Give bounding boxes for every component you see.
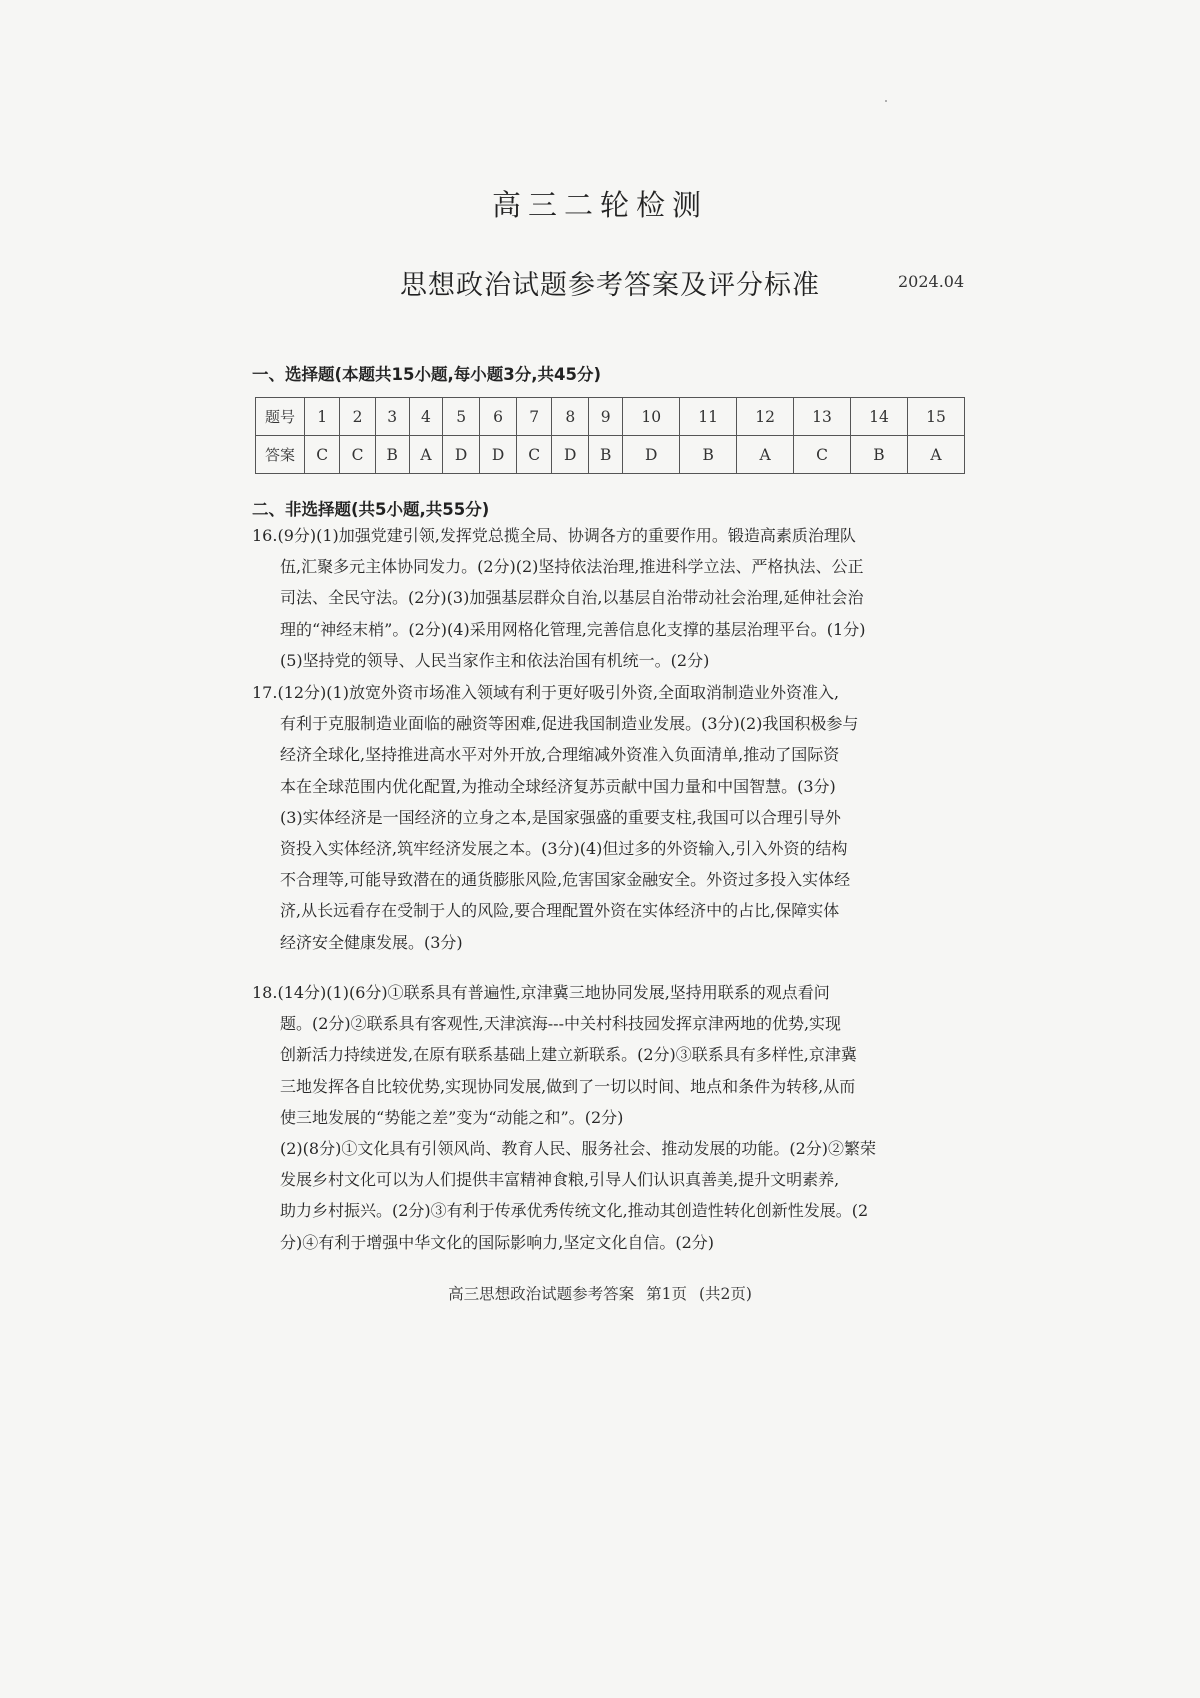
- answer-line: (3)实体经济是一国经济的立身之本,是国家强盛的重要支柱,我国可以合理引导外: [280, 807, 841, 827]
- question-number: 2: [340, 398, 375, 436]
- answer-line: 不合理等,可能导致潜在的通货膨胀风险,危害国家金融安全。外资过多投入实体经: [280, 870, 851, 890]
- answer-cell: D: [623, 436, 680, 474]
- question-number: 13: [794, 398, 851, 436]
- row-label-question: 题号: [256, 398, 305, 436]
- footer-title: 高三思想政治试题参考答案: [448, 1285, 635, 1303]
- question-number: 3: [375, 398, 409, 436]
- answer-cell: A: [409, 436, 443, 474]
- answer-line: 助力乡村振兴。(2分)③有利于传承优秀传统文化,推动其创造性转化创新性发展。(2: [280, 1201, 869, 1221]
- answer-line: 创新活力持续迸发,在原有联系基础上建立新联系。(2分)③联系具有多样性,京津冀: [280, 1045, 857, 1065]
- question-number: 9: [589, 398, 623, 436]
- answer-cell: C: [305, 436, 340, 474]
- question-number: 10: [623, 398, 680, 436]
- answer-cell: A: [737, 436, 794, 474]
- question-number: 11: [680, 398, 737, 436]
- question-number-row: [256, 398, 965, 436]
- question-number: 1: [305, 398, 340, 436]
- answer-cell: D: [552, 436, 589, 474]
- answer-line: 经济安全健康发展。(3分): [280, 932, 463, 952]
- answer-cell: C: [340, 436, 375, 474]
- page-footer: [0, 1282, 1200, 1304]
- question-number: 8: [552, 398, 589, 436]
- answer-line: 本在全球范围内优化配置,为推动全球经济复苏贡献中国力量和中国智慧。(3分): [280, 776, 836, 796]
- footer-total-pages: (共2页): [698, 1285, 752, 1303]
- question-number: 5: [443, 398, 480, 436]
- question-18-answer: [252, 977, 972, 1258]
- page-title: 高三二轮检测: [491, 188, 708, 222]
- answer-cell: C: [516, 436, 551, 474]
- section-heading-nonchoice: 二、非选择题(共5小题,共55分): [252, 500, 490, 519]
- answer-cell: C: [794, 436, 851, 474]
- answer-line: 18.(14分)(1)(6分)①联系具有普遍性,京津冀三地协同发展,坚持用联系的观点看问: [252, 983, 830, 1002]
- answer-line: 发展乡村文化可以为人们提供丰富精神食粮,引导人们认识真善美,提升文明素养,: [280, 1170, 840, 1190]
- answer-line: 济,从长远看存在受制于人的风险,要合理配置外资在实体经济中的占比,保障实体: [280, 901, 840, 921]
- answer-line: 司法、全民守法。(2分)(3)加强基层群众自治,以基层自治带动社会治理,延伸社会治: [280, 588, 864, 608]
- question-number: 12: [737, 398, 794, 436]
- answer-row: [256, 436, 965, 474]
- question-number: 7: [516, 398, 551, 436]
- answer-line: 经济全球化,坚持推进高水平对外开放,合理缩减外资准入负面清单,推动了国际资: [280, 745, 840, 765]
- row-label-answer: 答案: [256, 436, 305, 474]
- answer-cell: D: [480, 436, 517, 474]
- answer-cell: B: [375, 436, 409, 474]
- answer-cell: B: [680, 436, 737, 474]
- answer-line: 理的“神经末梢”。(2分)(4)采用网格化管理,完善信息化支撑的基层治理平台。(1分): [280, 619, 866, 639]
- answer-table: [255, 397, 965, 474]
- answer-cell: B: [850, 436, 907, 474]
- question-16-answer: [252, 520, 972, 676]
- answer-line: 有利于克服制造业面临的融资等困难,促进我国制造业发展。(3分)(2)我国积极参与: [280, 714, 859, 734]
- answer-line: 资投入实体经济,筑牢经济发展之本。(3分)(4)但过多的外资输入,引入外资的结构: [280, 839, 848, 859]
- answer-line: 题。(2分)②联系具有客观性,天津滨海---中关村科技园发挥京津两地的优势,实现: [280, 1014, 842, 1034]
- question-number: 14: [850, 398, 907, 436]
- page-subtitle: 思想政治试题参考答案及评分标准: [400, 270, 820, 301]
- answer-line: (5)坚持党的领导、人民当家作主和依法治国有机统一。(2分): [280, 650, 710, 670]
- question-number: 15: [907, 398, 964, 436]
- scan-speck: [885, 100, 887, 102]
- answer-cell: A: [907, 436, 964, 474]
- footer-page-number: 第1页: [646, 1285, 687, 1303]
- answer-line: 16.(9分)(1)加强党建引领,发挥党总揽全局、协调各方的重要作用。锻造高素质治理队: [252, 526, 856, 545]
- answer-line: 伍,汇聚多元主体协同发力。(2分)(2)坚持依法治理,推进科学立法、严格执法、公正: [280, 557, 864, 577]
- answer-cell: B: [589, 436, 623, 474]
- question-number: 6: [480, 398, 517, 436]
- answer-line: 三地发挥各自比较优势,实现协同发展,做到了一切以时间、地点和条件为转移,从而: [280, 1076, 856, 1096]
- exam-date: 2024.04: [898, 272, 965, 291]
- question-17-answer: [252, 677, 972, 958]
- answer-line: (2)(8分)①文化具有引领风尚、教育人民、服务社会、推动发展的功能。(2分)②繁荣: [280, 1139, 876, 1159]
- section-heading-choice: 一、选择题(本题共15小题,每小题3分,共45分): [252, 365, 602, 384]
- answer-cell: D: [443, 436, 480, 474]
- answer-line: 17.(12分)(1)放宽外资市场准入领域有利于更好吸引外资,全面取消制造业外资准入,: [252, 683, 840, 702]
- question-number: 4: [409, 398, 443, 436]
- answer-line: 分)④有利于增强中华文化的国际影响力,坚定文化自信。(2分): [280, 1232, 714, 1252]
- answer-line: 使三地发展的“势能之差”变为“动能之和”。(2分): [280, 1107, 624, 1127]
